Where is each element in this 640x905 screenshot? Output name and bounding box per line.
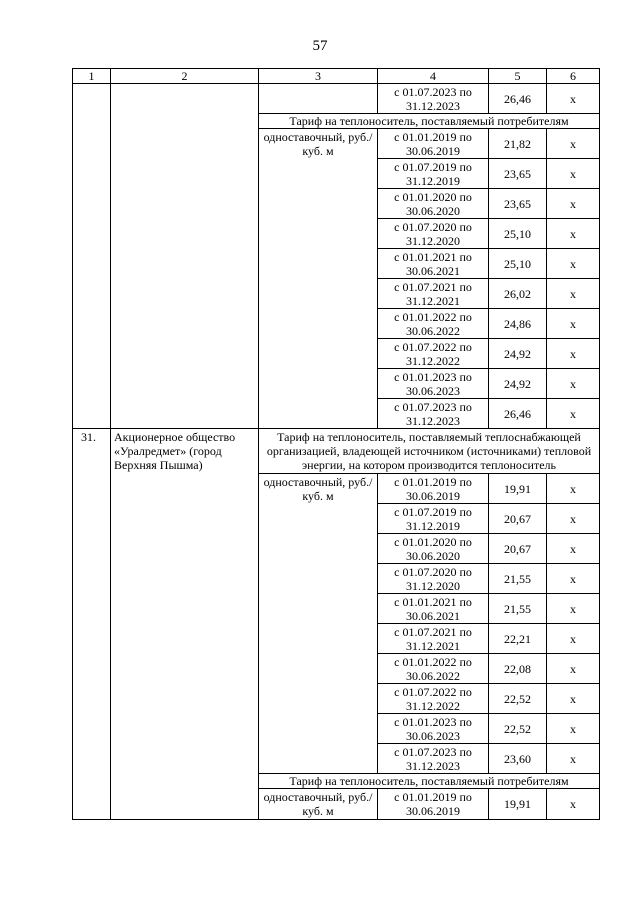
tariff-value-cell: 24,92 bbox=[489, 339, 547, 369]
unit-cell: одноставочный, руб./куб. м bbox=[259, 129, 378, 429]
tariff-value-cell: 21,55 bbox=[489, 594, 547, 624]
unit-cell bbox=[259, 84, 378, 114]
mark-cell: х bbox=[547, 624, 600, 654]
mark-cell: х bbox=[547, 219, 600, 249]
mark-cell: х bbox=[547, 339, 600, 369]
tariff-value-cell: 22,52 bbox=[489, 714, 547, 744]
period-cell: с 01.01.2022 по 30.06.2022 bbox=[378, 309, 489, 339]
mark-cell: х bbox=[547, 594, 600, 624]
tariff-table bbox=[72, 68, 600, 820]
tariff-value-cell: 19,91 bbox=[489, 789, 547, 820]
header-row bbox=[73, 69, 600, 84]
period-cell: с 01.07.2022 по 31.12.2022 bbox=[378, 339, 489, 369]
section-title: Тариф на теплоноситель, поставляемый теплоснабжающей организацией, владеющей источником (источниками) тепловой энергии, на котором производится теплоноситель bbox=[259, 429, 600, 474]
period-cell: с 01.01.2023 по 30.06.2023 bbox=[378, 369, 489, 399]
table-row bbox=[73, 84, 600, 114]
period-cell: с 01.01.2022 по 30.06.2022 bbox=[378, 654, 489, 684]
mark-cell: х bbox=[547, 129, 600, 159]
tariff-value-cell: 23,60 bbox=[489, 744, 547, 774]
tariff-value-cell: 19,91 bbox=[489, 474, 547, 504]
column-header-6: 6 bbox=[547, 69, 600, 84]
mark-cell: х bbox=[547, 744, 600, 774]
unit-cell: одноставочный, руб./куб. м bbox=[259, 789, 378, 820]
mark-cell: х bbox=[547, 399, 600, 429]
mark-cell: х bbox=[547, 84, 600, 114]
organization-name: Акционерное общество «Уралредмет» (город Верхняя Пышма) bbox=[111, 429, 259, 820]
period-cell: с 01.07.2019 по 31.12.2019 bbox=[378, 159, 489, 189]
unit-cell: одноставочный, руб./куб. м bbox=[259, 474, 378, 774]
organization-cell bbox=[111, 84, 259, 429]
period-cell: с 01.07.2019 по 31.12.2019 bbox=[378, 504, 489, 534]
column-header-3: 3 bbox=[259, 69, 378, 84]
mark-cell: х bbox=[547, 369, 600, 399]
tariff-value-cell: 22,52 bbox=[489, 684, 547, 714]
column-header-4: 4 bbox=[378, 69, 489, 84]
mark-cell: х bbox=[547, 534, 600, 564]
period-cell: с 01.07.2023 по 31.12.2023 bbox=[378, 744, 489, 774]
tariff-value-cell: 26,02 bbox=[489, 279, 547, 309]
entry-number-cell bbox=[73, 84, 111, 429]
tariff-value-cell: 22,21 bbox=[489, 624, 547, 654]
mark-cell: х bbox=[547, 789, 600, 820]
period-cell: с 01.07.2023 по 31.12.2023 bbox=[378, 84, 489, 114]
mark-cell: х bbox=[547, 684, 600, 714]
period-cell: с 01.01.2019 по 30.06.2019 bbox=[378, 129, 489, 159]
column-header-1: 1 bbox=[73, 69, 111, 84]
mark-cell: х bbox=[547, 714, 600, 744]
mark-cell: х bbox=[547, 249, 600, 279]
tariff-value-cell: 25,10 bbox=[489, 249, 547, 279]
tariff-value-cell: 24,86 bbox=[489, 309, 547, 339]
tariff-value-cell: 26,46 bbox=[489, 399, 547, 429]
period-cell: с 01.07.2020 по 31.12.2020 bbox=[378, 219, 489, 249]
tariff-value-cell: 22,08 bbox=[489, 654, 547, 684]
page-number: 57 bbox=[312, 38, 328, 54]
period-cell: с 01.01.2021 по 30.06.2021 bbox=[378, 594, 489, 624]
column-header-5: 5 bbox=[489, 69, 547, 84]
mark-cell: х bbox=[547, 564, 600, 594]
mark-cell: х bbox=[547, 504, 600, 534]
period-cell: с 01.01.2020 по 30.06.2020 bbox=[378, 189, 489, 219]
period-cell: с 01.01.2019 по 30.06.2019 bbox=[378, 789, 489, 820]
period-cell: с 01.07.2021 по 31.12.2021 bbox=[378, 624, 489, 654]
period-cell: с 01.07.2021 по 31.12.2021 bbox=[378, 279, 489, 309]
period-cell: с 01.07.2023 по 31.12.2023 bbox=[378, 399, 489, 429]
period-cell: с 01.01.2021 по 30.06.2021 bbox=[378, 249, 489, 279]
section-row bbox=[73, 429, 600, 474]
tariff-value-cell: 23,65 bbox=[489, 189, 547, 219]
period-cell: с 01.07.2022 по 31.12.2022 bbox=[378, 684, 489, 714]
period-cell: с 01.07.2020 по 31.12.2020 bbox=[378, 564, 489, 594]
tariff-value-cell: 21,55 bbox=[489, 564, 547, 594]
mark-cell: х bbox=[547, 159, 600, 189]
tariff-value-cell: 20,67 bbox=[489, 504, 547, 534]
column-header-2: 2 bbox=[111, 69, 259, 84]
period-cell: с 01.01.2023 по 30.06.2023 bbox=[378, 714, 489, 744]
tariff-table-body bbox=[73, 69, 600, 820]
mark-cell: х bbox=[547, 474, 600, 504]
period-cell: с 01.01.2020 по 30.06.2020 bbox=[378, 534, 489, 564]
mark-cell: х bbox=[547, 309, 600, 339]
tariff-value-cell: 24,92 bbox=[489, 369, 547, 399]
period-cell: с 01.01.2019 по 30.06.2019 bbox=[378, 474, 489, 504]
section-title: Тариф на теплоноситель, поставляемый потребителям bbox=[259, 114, 600, 129]
tariff-value-cell: 20,67 bbox=[489, 534, 547, 564]
entry-number: 31. bbox=[73, 429, 111, 820]
tariff-value-cell: 21,82 bbox=[489, 129, 547, 159]
tariff-value-cell: 25,10 bbox=[489, 219, 547, 249]
mark-cell: х bbox=[547, 189, 600, 219]
tariff-value-cell: 23,65 bbox=[489, 159, 547, 189]
mark-cell: х bbox=[547, 279, 600, 309]
section-title: Тариф на теплоноситель, поставляемый потребителям bbox=[259, 774, 600, 789]
tariff-value-cell: 26,46 bbox=[489, 84, 547, 114]
mark-cell: х bbox=[547, 654, 600, 684]
